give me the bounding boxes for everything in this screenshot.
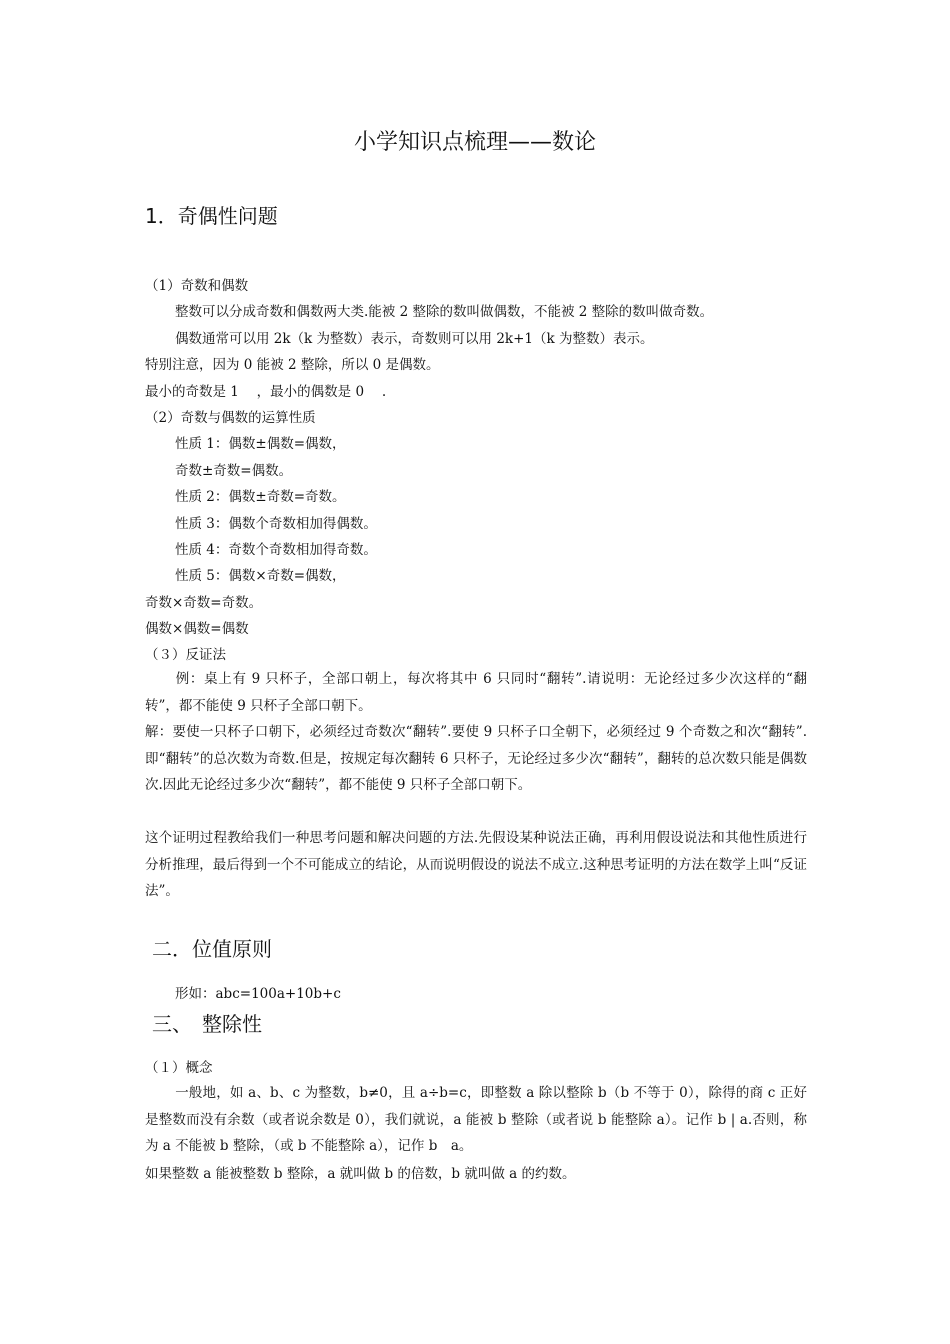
- odd-even-definition: 整数可以分成奇数和偶数两大类.能被 2 整除的数叫做偶数，不能被 2 整除的数叫做奇数。: [175, 304, 714, 320]
- property-5a: 性质 5：偶数×奇数=偶数，: [175, 568, 346, 584]
- property-5c: 偶数×偶数=偶数: [145, 621, 249, 637]
- divisibility-definition-text: 一般地，如 a、b、c 为整数，b≠0，且 a÷b=c，即整数 a 除以整除 b（b 不等于 0），除得的商 c 正好是整数而没有余数（或者说余数是 0），我们就说，a 能被 b 整除（或者说 b 能整除 a）。记作 b | a.否则，称为 a 不能被 b 整除，（或 b 不能整除 a），记作 b a。: [145, 1085, 807, 1154]
- section-3-heading: 三、 整除性: [152, 1012, 262, 1036]
- sub-1-3-label: （３）反证法: [145, 647, 226, 663]
- property-3: 性质 3：偶数个奇数相加得偶数。: [175, 516, 377, 532]
- zero-is-even-note: 特别注意，因为 0 能被 2 整除，所以 0 是偶数。: [145, 357, 440, 373]
- proof-solution: 解：要使一只杯子口朝下，必须经过奇数次“翻转”.要使 9 只杯子口全朝下，必须经过 9 个奇数之和次“翻转”.即“翻转”的总次数为奇数.但是，按规定每次翻转 6 只杯子，无论经过多少次“翻转”，翻转的总次数只能是偶数次.因此无论经过多少次“翻转”，都不能使 9 只杯子全部口朝下。: [145, 724, 807, 793]
- proof-summary: 这个证明过程教给我们一种思考问题和解决问题的方法.先假设某种说法正确，再利用假设说法和其他性质进行分析推理，最后得到一个不可能成立的结论，从而说明假设的说法不成立.这种思考证明的方法在数学上叫“反证法”。: [145, 830, 807, 899]
- property-1a: 性质 1：偶数±偶数=偶数，: [175, 436, 346, 452]
- divisibility-definition: [145, 1080, 807, 1160]
- sub-1-1-label: （1）奇数和偶数: [145, 278, 249, 294]
- property-4: 性质 4：奇数个奇数相加得奇数。: [175, 542, 377, 558]
- smallest-odd-even: 最小的奇数是 1 ，最小的偶数是 0 .: [145, 384, 387, 400]
- sub-3-1-label: （１）概念: [145, 1060, 213, 1076]
- property-2: 性质 2：偶数±奇数=奇数。: [175, 489, 346, 505]
- proof-example-text: 例：桌上有 9 只杯子，全部口朝上，每次将其中 6 只同时“翻转”.请说明：无论经过多少次这样的“翻转”，都不能使 9 只杯子全部口朝下。: [145, 671, 807, 714]
- proof-example: [145, 666, 807, 719]
- section-1-heading: 1．奇偶性问题: [145, 204, 278, 228]
- odd-even-expression: 偶数通常可以用 2k（k 为整数）表示，奇数则可以用 2k+1（k 为整数）表示。: [175, 331, 654, 347]
- sub-1-2-label: （2）奇数与偶数的运算性质: [145, 410, 316, 426]
- section-2-heading: 二．位值原则: [152, 937, 272, 961]
- page-title: 小学知识点梳理——数论: [353, 130, 596, 155]
- place-value-formula: 形如：abc=100a+10b+c: [175, 986, 341, 1002]
- multiple-divisor-note: 如果整数 a 能被整数 b 整除，a 就叫做 b 的倍数，b 就叫做 a 的约数。: [145, 1166, 576, 1182]
- property-1b: 奇数±奇数=偶数。: [175, 463, 293, 479]
- property-5b: 奇数×奇数=奇数。: [145, 595, 263, 611]
